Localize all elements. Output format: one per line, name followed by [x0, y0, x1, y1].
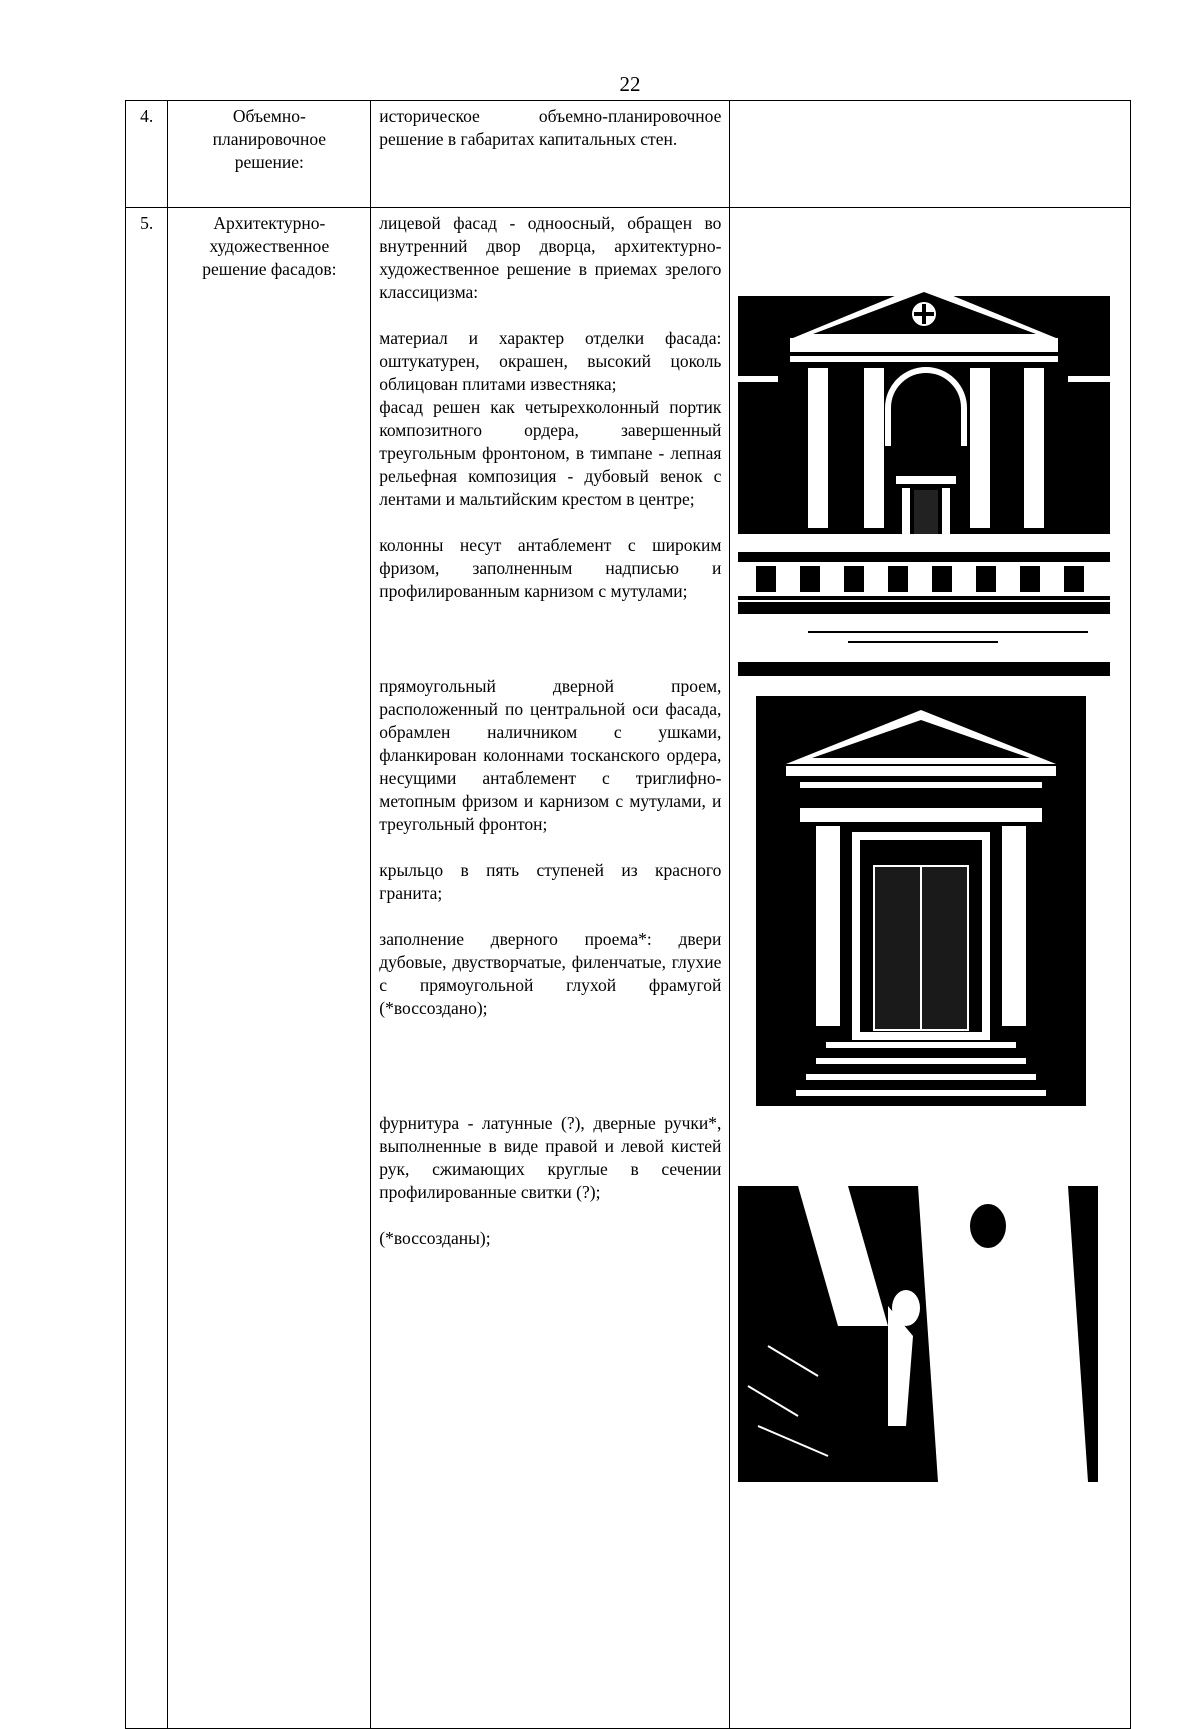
photo-cell [730, 101, 1131, 208]
description-paragraph: колонны несут антаблемент с широким фризом, заполненным надписью и профилированным карнизом с мутулами; [379, 535, 722, 601]
row-description [371, 208, 730, 1729]
description-paragraph: фурнитура - латунные (?), дверные ручки*, выполненные в виде правой и левой кистей рук, сжимающих круглые в сечении профилированные свитки (?); [379, 1113, 722, 1202]
frieze-inscription-photo [738, 552, 1110, 676]
page-number: 22 [619, 72, 641, 96]
description-paragraph: прямоугольный дверной проем, расположенный по центральной оси фасада, обрамлен наличником с ушками, фланкирован колоннами тосканского ордера, несущими антаблемент с триглифно-метопным фризом и карнизом с мутулами, и треугольный фронтон; [379, 676, 722, 834]
description-paragraph: крыльцо в пять ступеней из красного гранита; [379, 860, 722, 903]
description-paragraph: материал и характер отделки фасада: оштукатурен, окрашен, высокий цоколь облицован плитами известняка; [379, 328, 722, 394]
row-description [371, 101, 730, 208]
description-paragraph: заполнение дверного проема*: двери дубовые, двустворчатые, филенчатые, глухие с прямоугольной глухой фрамугой (*воссоздано); [379, 929, 722, 1018]
row-label: Архитектурно-художественное решение фасадов: [168, 208, 371, 1729]
description-paragraph: (*воссозданы); [379, 1228, 491, 1248]
doorway-portal-photo [756, 696, 1086, 1106]
photo-cell [730, 208, 1131, 1729]
table-row [126, 208, 1131, 1729]
door-handle-photo [738, 1186, 1098, 1482]
row-label: Объемно-планировочное решение: [168, 101, 371, 208]
row-number: 5. [126, 208, 168, 1729]
description-paragraph: лицевой фасад - одноосный, обращен во внутренний двор дворца, архитектурно-художественное решение в приемах зрелого классицизма: [379, 213, 722, 302]
table-row [126, 101, 1131, 208]
description-table [125, 100, 1131, 1729]
description-paragraph: фасад решен как четырехколонный портик композитного ордера, завершенный треугольным фронтоном, в тимпане - лепная рельефная композиция - дубовый венок с лентами и мальтийским крестом в центре; [379, 397, 722, 509]
row-number: 4. [126, 101, 168, 208]
description-paragraph: историческое объемно-планировочное решение в габаритах капитальных стен. [379, 106, 722, 149]
facade-portico-photo [738, 276, 1110, 534]
